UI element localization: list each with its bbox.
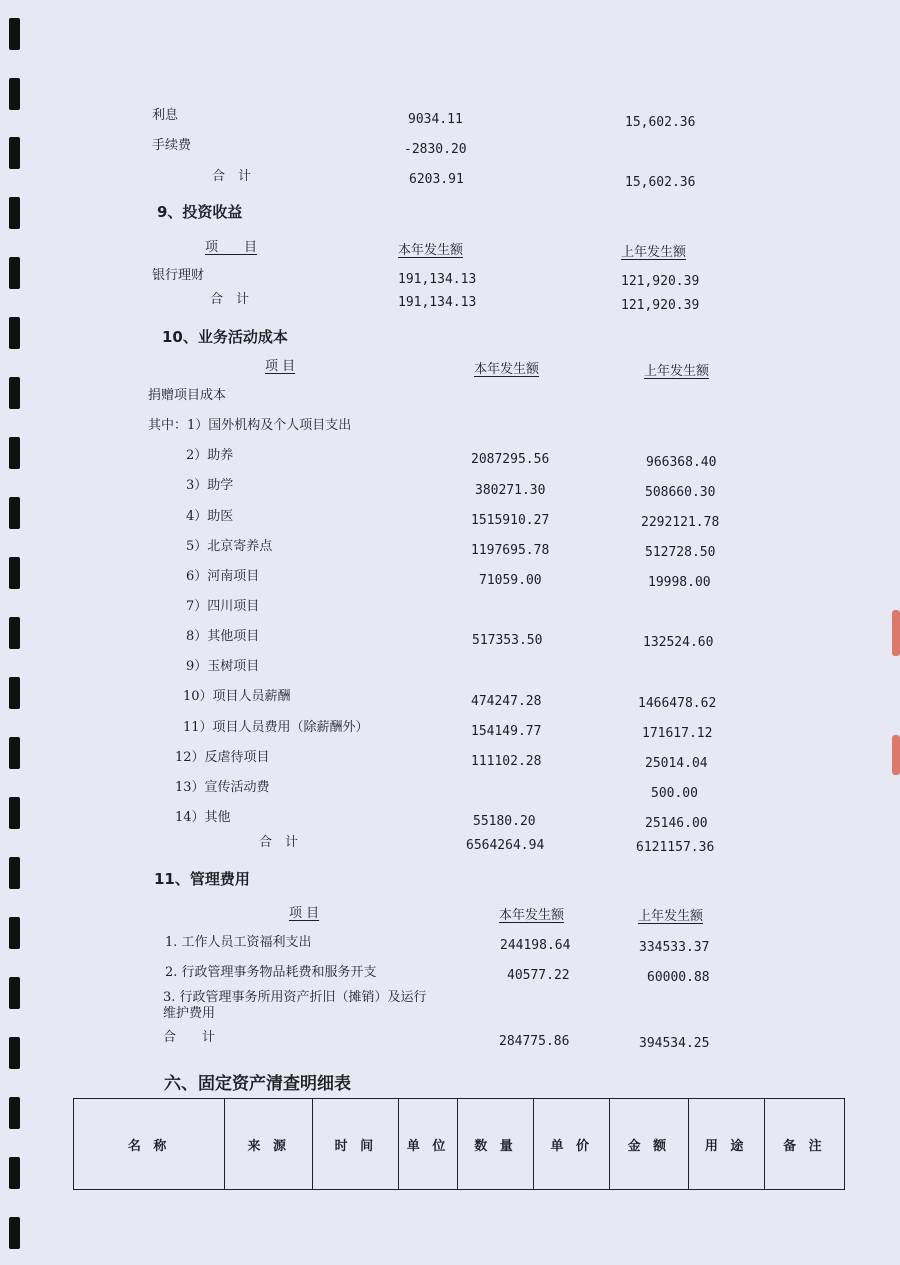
- total-label: 合 计: [259, 835, 299, 850]
- cur-value: 40577.22: [507, 968, 570, 983]
- row-label-continued: 维护费用: [163, 1006, 216, 1021]
- prev-value: 334533.37: [639, 940, 710, 955]
- row-label: 8）其他项目: [186, 629, 260, 644]
- column-header-current: 本年发生额: [398, 243, 464, 258]
- fixed-asset-table: [73, 1098, 845, 1190]
- section-heading: 六、固定资产清查明细表: [164, 1074, 351, 1094]
- section-heading: 9、投资收益: [157, 203, 243, 221]
- row-label: 5）北京寄养点: [186, 539, 273, 554]
- row-label: 12）反虐待项目: [175, 750, 270, 765]
- prev-value: 132524.60: [643, 635, 714, 650]
- cur-value: 474247.28: [471, 694, 542, 709]
- total-label: 合 计: [212, 169, 252, 184]
- col-header-quantity: 数 量: [457, 1099, 533, 1190]
- prev-value: 60000.88: [647, 970, 710, 985]
- cur-value: 154149.77: [471, 724, 542, 739]
- column-header-item: 项 目: [289, 906, 320, 921]
- red-edge-mark: [892, 610, 900, 656]
- prev-value: 121,920.39: [621, 274, 700, 289]
- cur-total: 284775.86: [499, 1034, 570, 1049]
- row-label: 1. 工作人员工资福利支出: [165, 935, 312, 950]
- prev-value: 512728.50: [645, 545, 716, 560]
- cur-value: 1197695.78: [471, 543, 550, 558]
- cur-value: 55180.20: [473, 814, 536, 829]
- column-header-item: 项 目: [265, 359, 296, 374]
- prev-value: 508660.30: [645, 485, 716, 500]
- column-header-item: 项 目: [205, 240, 258, 255]
- section-heading: 10、业务活动成本: [162, 328, 288, 346]
- col-header-time: 时 间: [313, 1099, 399, 1190]
- col-header-amount: 金 额: [610, 1099, 688, 1190]
- row-label: 3）助学: [186, 478, 234, 493]
- prev-total: 121,920.39: [621, 298, 700, 313]
- section-heading: 11、管理费用: [154, 870, 250, 888]
- cur-value: 9034.11: [408, 112, 463, 127]
- prev-total: 6121157.36: [636, 840, 715, 855]
- row-label: 14）其他: [175, 810, 231, 825]
- row-label: 2. 行政管理事务物品耗费和服务开支: [165, 965, 377, 980]
- row-label: 10）项目人员薪酬: [183, 689, 291, 704]
- row-label: 11）项目人员费用（除薪酬外）: [183, 720, 369, 735]
- prev-value: 15,602.36: [625, 115, 696, 130]
- row-label: 3. 行政管理事务所用资产折旧（摊销）及运行: [163, 990, 427, 1005]
- column-header-previous: 上年发生额: [644, 364, 710, 379]
- row-label: 7）四川项目: [186, 599, 260, 614]
- prev-value: 500.00: [651, 786, 698, 801]
- cur-value: 380271.30: [475, 483, 546, 498]
- prev-value: 171617.12: [642, 726, 713, 741]
- cur-total: 6564264.94: [466, 838, 545, 853]
- cur-value: 1515910.27: [471, 513, 550, 528]
- prev-total: 15,602.36: [625, 175, 696, 190]
- cur-value: 517353.50: [472, 633, 543, 648]
- column-header-current: 本年发生额: [499, 908, 565, 923]
- row-label: 13）宣传活动费: [175, 780, 270, 795]
- cur-total: 6203.91: [409, 172, 464, 187]
- row-label: 利息: [152, 108, 179, 123]
- prev-value: 1466478.62: [638, 696, 717, 711]
- prev-value: 25146.00: [645, 816, 708, 831]
- prev-value: 25014.04: [645, 756, 708, 771]
- cur-value: 244198.64: [500, 938, 571, 953]
- prev-value: 19998.00: [648, 575, 711, 590]
- row-label: 9）玉树项目: [186, 659, 260, 674]
- column-header-previous: 上年发生额: [638, 909, 704, 924]
- subtitle: 捐赠项目成本: [148, 388, 227, 403]
- prev-total: 394534.25: [639, 1036, 710, 1051]
- cur-value: 71059.00: [479, 573, 542, 588]
- col-header-unit-price: 单 价: [534, 1099, 610, 1190]
- row-label: 4）助医: [186, 509, 234, 524]
- col-header-unit: 单 位: [399, 1099, 457, 1190]
- row-label: 其中：1）国外机构及个人项目支出: [148, 418, 352, 433]
- cur-total: 191,134.13: [398, 295, 477, 310]
- cur-value: 191,134.13: [398, 272, 477, 287]
- row-label: 银行理财: [152, 268, 205, 283]
- cur-value: 2087295.56: [471, 452, 550, 467]
- col-header-purpose: 用 途: [688, 1099, 764, 1190]
- prev-value: 2292121.78: [641, 515, 720, 530]
- red-edge-mark: [892, 735, 900, 775]
- total-label: 合 计: [163, 1030, 216, 1045]
- cur-value: -2830.20: [404, 142, 467, 157]
- binding-holes: [9, 0, 23, 1265]
- col-header-remarks: 备 注: [764, 1099, 844, 1190]
- column-header-current: 本年发生额: [474, 362, 540, 377]
- column-header-previous: 上年发生额: [621, 245, 687, 260]
- col-header-source: 来 源: [225, 1099, 313, 1190]
- col-header-name: 名 称: [74, 1099, 225, 1190]
- table-header-row: [74, 1099, 845, 1190]
- total-label: 合 计: [210, 292, 250, 307]
- cur-value: 111102.28: [471, 754, 542, 769]
- row-label: 2）助养: [186, 448, 234, 463]
- row-label: 6）河南项目: [186, 569, 260, 584]
- prev-value: 966368.40: [646, 455, 717, 470]
- row-label: 手续费: [152, 138, 192, 153]
